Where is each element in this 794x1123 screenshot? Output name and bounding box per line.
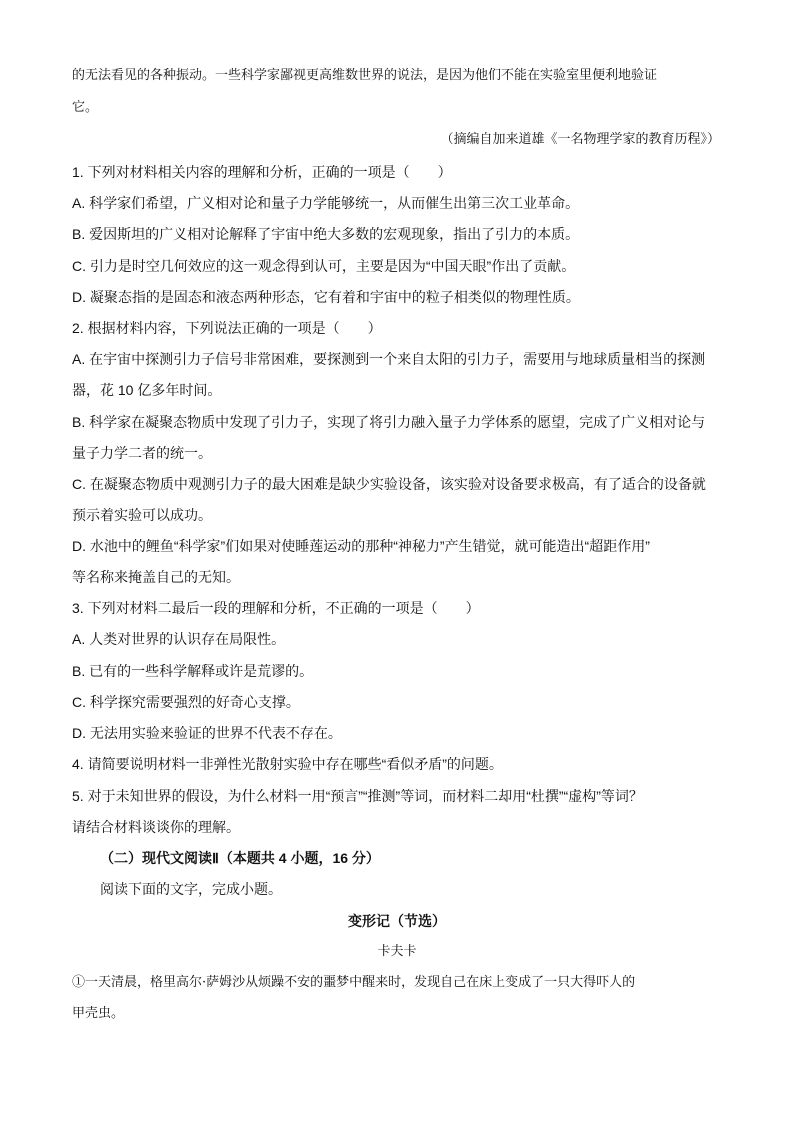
question-1-stem: 1. 下列对材料相关内容的理解和分析，正确的一项是（ ） [72, 164, 452, 180]
excerpt-title: 变形记（节选） [348, 913, 446, 929]
question-2-option-c-cont: 预示着实验可以成功。 [72, 507, 212, 523]
passage-line: 它。 [72, 100, 99, 115]
question-3-option-d: D. 无法用实验来验证的世界不代表不存在。 [72, 725, 342, 741]
question-1-option-d: D. 凝聚态指的是固态和液态两种形态，它有着和宇宙中的粒子相类似的物理性质。 [72, 289, 580, 305]
question-1-option-a: A. 科学家们希望，广义相对论和量子力学能够统一，从而催生出第三次工业革命。 [72, 195, 580, 211]
question-2-option-a: A. 在宇宙中探测引力子信号非常困难，要探测到一个来自太阳的引力子，需要用与地球质量相当的探测 [72, 351, 706, 367]
question-2-option-b-cont: 量子力学二者的统一。 [72, 445, 212, 461]
excerpt-paragraph-line: ①一天清晨，格里高尔·萨姆沙从烦躁不安的噩梦中醒来时，发现自己在床上变成了一只大得吓人的 [72, 975, 636, 990]
excerpt-author: 卡夫卡 [377, 944, 417, 959]
question-2-stem: 2. 根据材料内容，下列说法正确的一项是（ ） [72, 320, 382, 336]
question-2-option-c: C. 在凝聚态物质中观测引力子的最大困难是缺少实验设备，该实验对设备要求极高，有了适合的设备就 [72, 476, 706, 492]
question-4-stem: 4. 请简要说明材料一非弹性光散射实验中存在哪些“看似矛盾”的问题。 [72, 756, 503, 772]
question-1-option-c: C. 引力是时空几何效应的这一观念得到认可，主要是因为“中国天眼”作出了贡献。 [72, 258, 576, 274]
passage-line: 的无法看见的各种振动。一些科学家鄙视更高维数世界的说法，是因为他们不能在实验室里便利地验证 [72, 68, 658, 83]
question-3-option-a: A. 人类对世界的认识存在局限性。 [72, 631, 286, 647]
question-2-option-d-cont: 等名称来掩盖自己的无知。 [72, 569, 240, 585]
question-5-stem-cont: 请结合材料谈谈你的理解。 [72, 819, 240, 835]
question-3-stem: 3. 下列对材料二最后一段的理解和分析，不正确的一项是（ ） [72, 600, 480, 616]
question-3-option-b: B. 已有的一些科学解释或许是荒谬的。 [72, 663, 314, 679]
question-3-option-c: C. 科学探究需要强烈的好奇心支撑。 [72, 694, 300, 710]
question-2-option-b: B. 科学家在凝聚态物质中发现了引力子，实现了将引力融入量子力学体系的愿望，完成了广义相对论与 [72, 414, 706, 430]
section-heading: （二）现代文阅读Ⅱ（本题共 4 小题，16 分） [100, 850, 380, 866]
question-1-option-b: B. 爱因斯坦的广义相对论解释了宇宙中绝大多数的宏观现象，指出了引力的本质。 [72, 226, 580, 242]
section-instruction: 阅读下面的文字，完成小题。 [100, 881, 282, 897]
question-2-option-a-cont: 器，花 10 亿多年时间。 [72, 382, 222, 398]
excerpt-paragraph-line: 甲壳虫。 [72, 1006, 125, 1021]
question-2-option-d: D. 水池中的鲤鱼“科学家”们如果对使睡莲运动的那种“神秘力”产生错觉，就可能造出“超距作用” [72, 538, 650, 554]
source-citation: （摘编自加来道雄《一名物理学家的教育历程》） [440, 132, 720, 147]
question-5-stem: 5. 对于未知世界的假设，为什么材料一用“预言”“推测”等词，而材料二却用“杜撰”“虚构”等词？ [72, 788, 643, 804]
